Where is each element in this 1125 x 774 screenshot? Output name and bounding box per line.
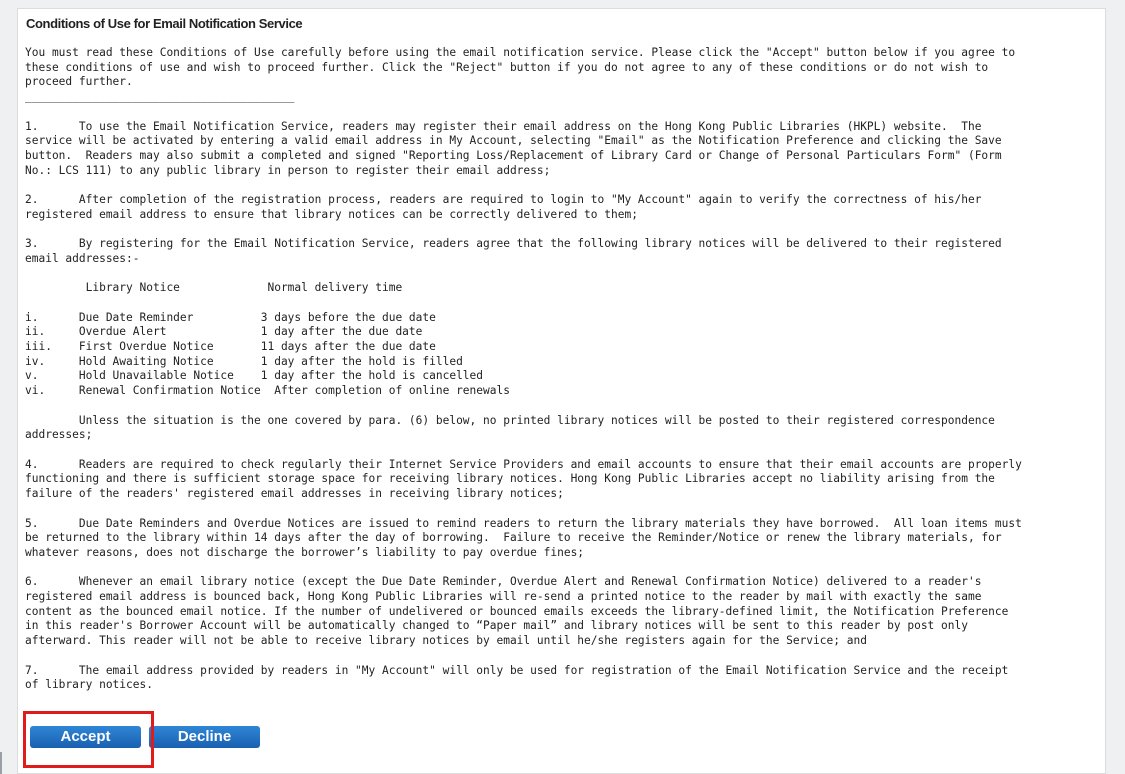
left-edge-marker [0, 752, 2, 774]
terms-text: You must read these Conditions of Use carefully before using the email notification service. Please click the "Accept" button below if you agree to these conditions of use and wish to proceed further. Click the "Reject" button if you do not agree to any of these conditions or do not wish to proceed further. ________________________________________ 1. To use the Email Notification Service, readers may register their email address on the Hong Kong Public Libraries (HKPL) website. The service will be activated by entering a valid email address in My Account, selecting "Email" as the Notification Preference and clicking the Save button. Readers may also submit a completed and signed "Reporting Loss/Replacement of Library Card or Change of Personal Particulars Form" (Form No.: LCS 111) to any public library in person to register their email address; 2. After completion of the registration process, readers are required to login to "My Account" again to verify the correctness of his/her registered email address to ensure that library notices can be correctly delivered to them; 3. By registering for the Email Notification Service, readers agree that the following library notices will be delivered to their registered email addresses:- Library Notice Normal delivery time i. Due Date Reminder 3 days before the due date ii. Overdue Alert 1 day after the due date iii. First Overdue Notice 11 days after the due date iv. Hold Awaiting Notice 1 day after the hold is filled v. Hold Unavailable Notice 1 day after the hold is cancelled vi. Renewal Confirmation Notice After completion of online renewals Unless the situation is the one covered by para. (6) below, no printed library notices will be posted to their registered correspondence addresses; 4. Readers are required to check regularly their Internet Service Providers and email accounts to ensure that their email accounts are properly functioning and there is sufficient storage space for receiving library notices. Hong Kong Public Libraries accept no liability arising from the failure of the readers' registered email addresses in receiving library notices; 5. Due Date Reminders and Overdue Notices are issued to remind readers to return the library materials they have borrowed. All loan items must be returned to the library within 14 days after the day of borrowing. Failure to receive the Reminder/Notice or renew the library materials, for whatever reasons, does not discharge the borrower’s liability to pay overdue fines; 6. Whenever an email library notice (except the Due Date Reminder, Overdue Alert and Renewal Confirmation Notice) delivered to a reader's registered email address is bounced back, Hong Kong Public Libraries will re-send a printed notice to the reader by mail with exactly the same content as the bounced email notice. If the number of undelivered or bounced emails exceeds the library-defined limit, the Notification Preference in this reader's Borrower Account will be automatically changed to “Paper mail” and library notices will be sent to this reader by post only afterward. This reader will not be able to receive library notices by email until he/she registers again for the Service; and 7. The email address provided by readers in "My Account" will only be used for registration of the Email Notification Service and the receipt of library notices. [25, 46, 1022, 692]
decline-button[interactable]: Decline [149, 726, 260, 748]
page-title: Conditions of Use for Email Notification Service [26, 16, 303, 31]
accept-button[interactable]: Accept [30, 726, 141, 748]
